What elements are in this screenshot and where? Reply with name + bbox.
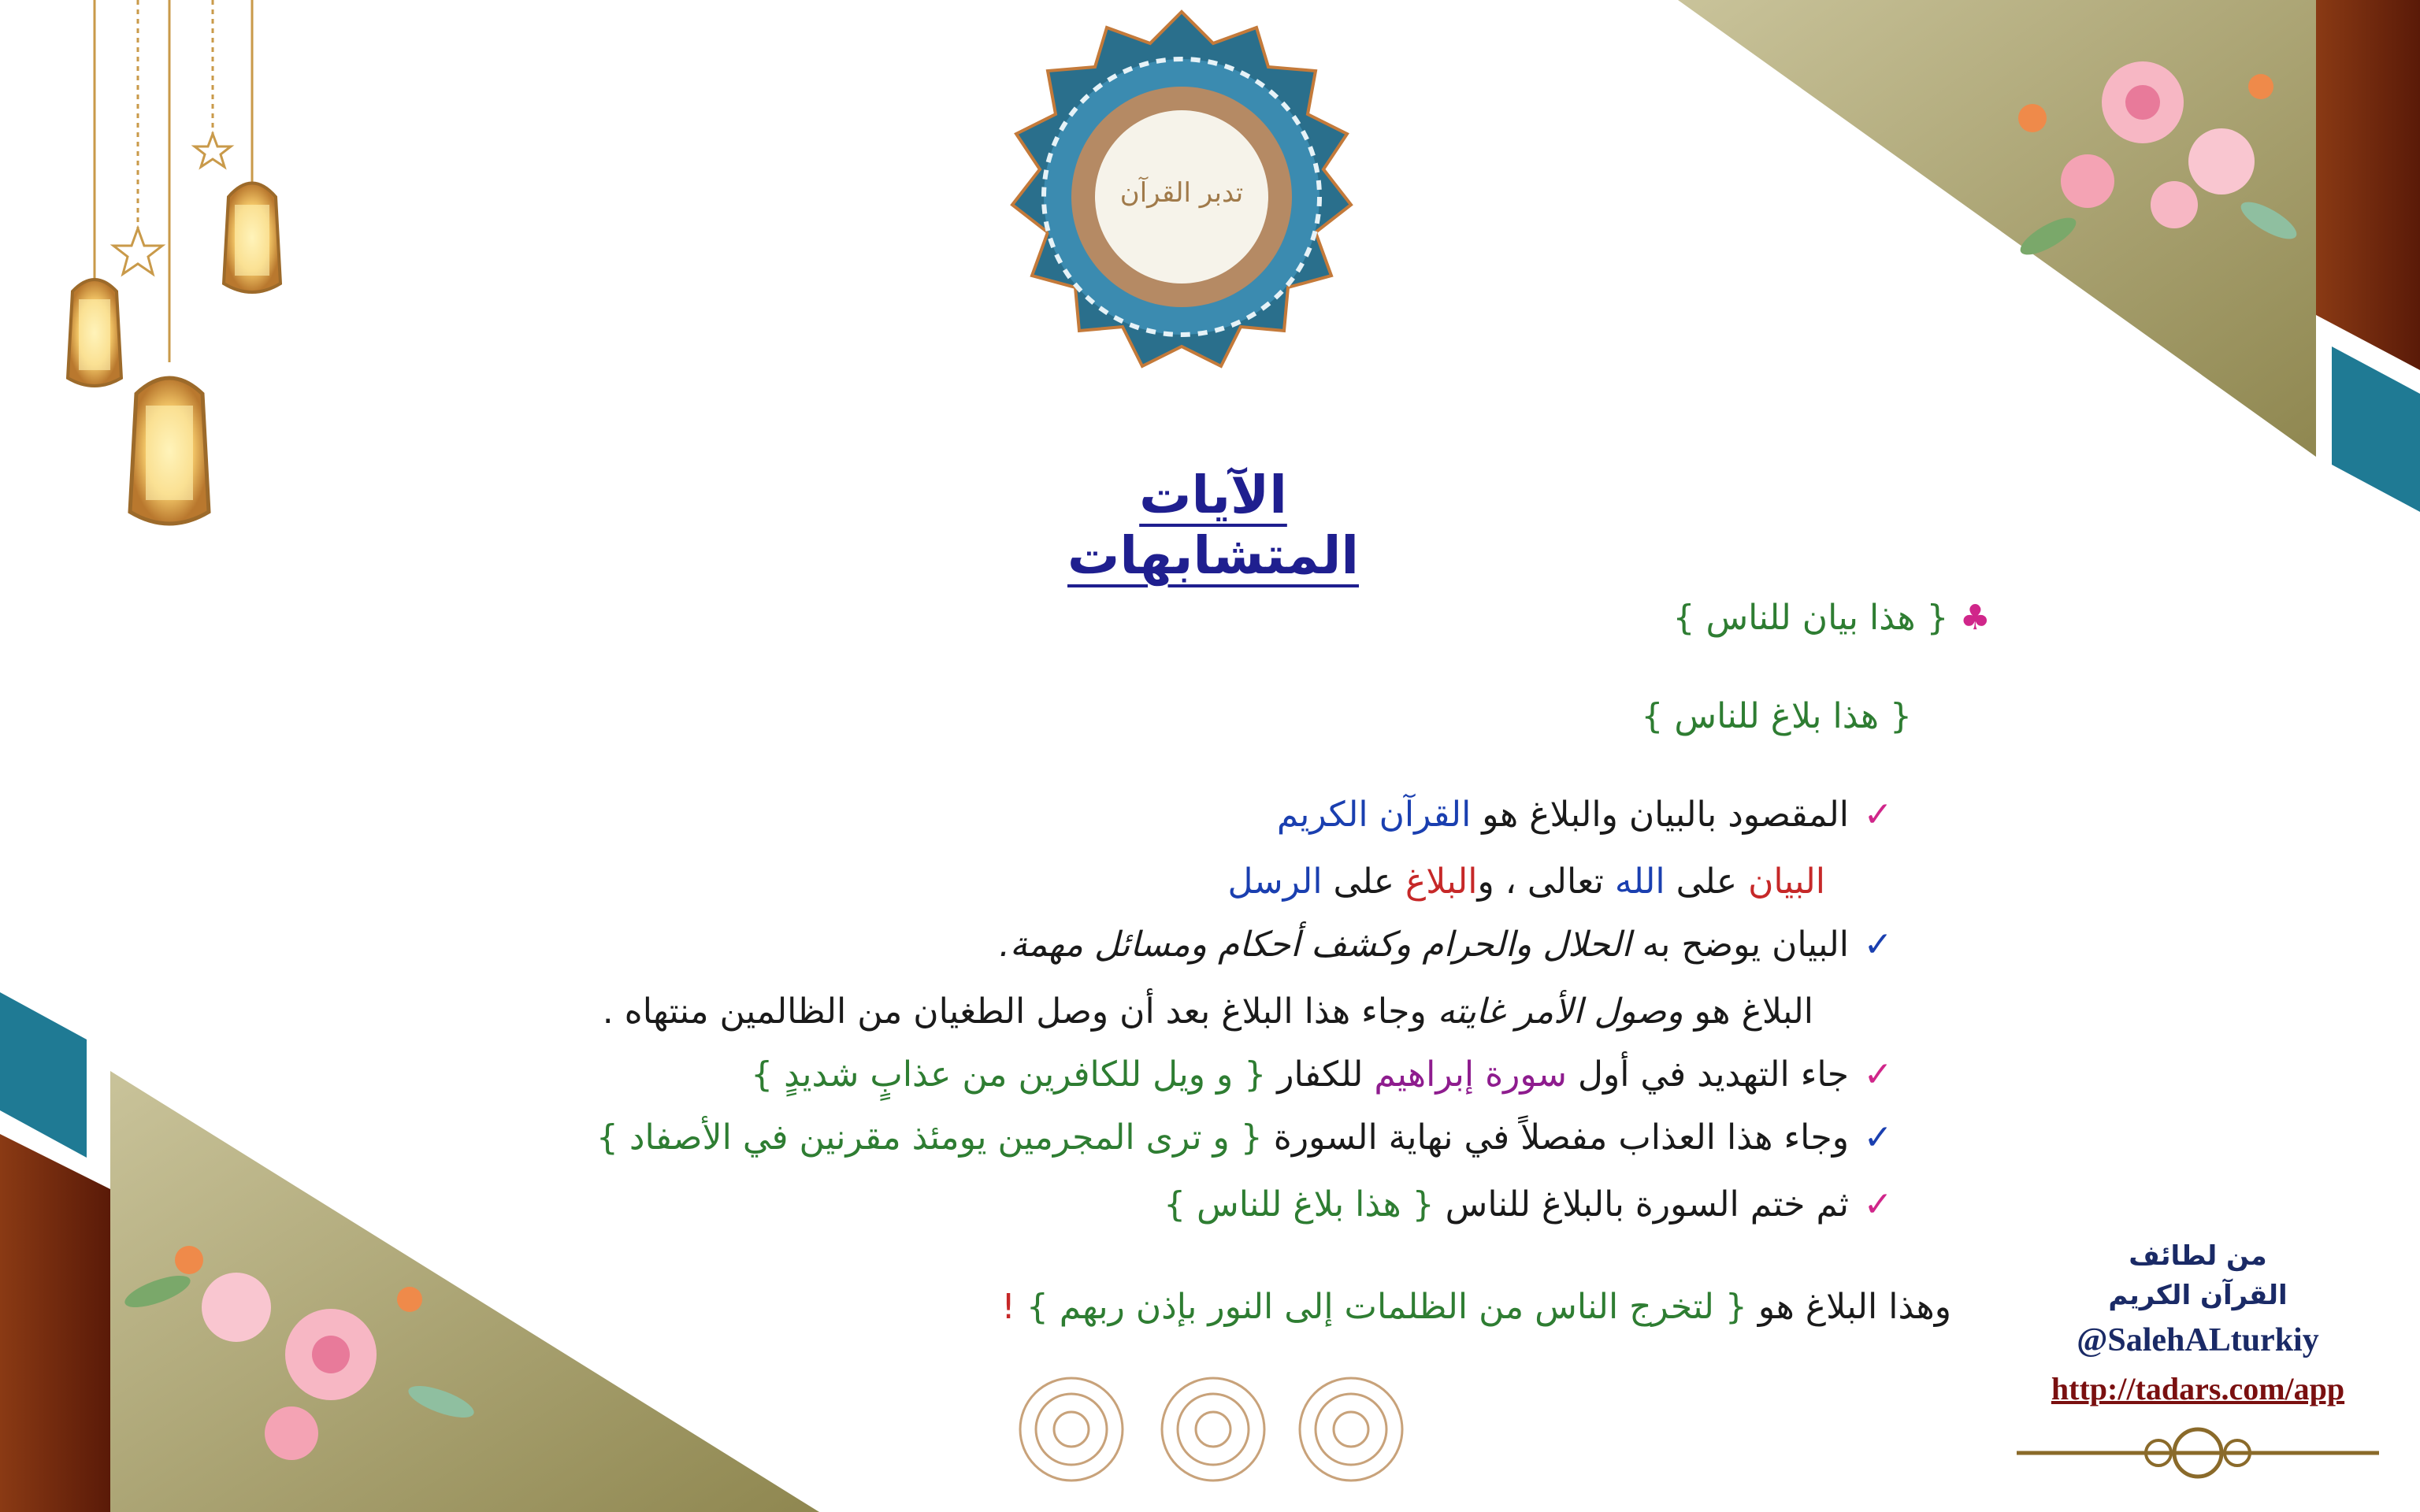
credit-divider-ornament: [2017, 1429, 2379, 1477]
check-icon: ✓: [1863, 1184, 1893, 1225]
point-4-text: وجاء هذا العذاب مفصلاً في نهاية السورة: [1262, 1117, 1849, 1158]
point-1-text: المقصود بالبيان والبلاغ هو: [1471, 795, 1849, 835]
word-allah: الله: [1614, 862, 1665, 902]
credit-handle: @SalehALturkiy: [2077, 1322, 2319, 1358]
verse-2-text: { هذا بلاغ للناس }: [1641, 696, 1912, 736]
point-2b-rest: وجاء هذا البلاغ بعد أن وصل الطغيان من الظالمين منتهاه .: [602, 991, 1438, 1032]
word-alrusul: الرسل: [1227, 862, 1323, 902]
text-taala: تعالى ، و: [1477, 862, 1615, 902]
page-title: الآيات المتشابهات: [1067, 465, 1359, 586]
point-2b: [603, 988, 1813, 1036]
check-icon: ✓: [1863, 925, 1893, 965]
credit-url-link[interactable]: http://tadars.com/app: [2051, 1371, 2345, 1406]
point-5-verse: { هذا بلاغ للناس }: [1164, 1184, 1435, 1225]
point-1b: [1227, 858, 1825, 906]
credit-line-1: من لطائف: [2129, 1240, 2267, 1272]
check-icon: ✓: [1863, 1117, 1893, 1158]
conclusion-verse: { لتخرج الناس من الظلمات إلى النور بإذن ربهم }: [1026, 1287, 1747, 1327]
point-2: [999, 921, 1896, 969]
top-right-corner-shape: [1678, 0, 2420, 512]
text-ala-2: على: [1322, 862, 1406, 902]
surah-name: سورة إبراهيم: [1374, 1054, 1567, 1095]
text-ala: على: [1665, 862, 1749, 902]
point-2b-text: البلاغ هو: [1683, 991, 1813, 1032]
point-4: [596, 1114, 1896, 1162]
point-2-italic: الحلال والحرام وكشف أحكام ومسائل مهمة.: [999, 925, 1631, 965]
point-2b-italic: وصول الأمر غايته: [1437, 991, 1683, 1032]
check-icon: ✓: [1863, 795, 1893, 835]
word-albalagh: البلاغ: [1405, 862, 1478, 902]
bottom-left-corner-shape: [0, 992, 819, 1512]
point-2-text: البيان يوضح به: [1631, 925, 1849, 965]
verse-1-text: { هذا بيان للناس }: [1672, 598, 1949, 638]
point-1: [1277, 791, 1896, 839]
credit-line-2: القرآن الكريم: [2108, 1280, 2288, 1311]
point-5-text: ثم ختم السورة بالبلاغ للناس: [1434, 1184, 1849, 1225]
point-3-text: جاء التهديد في أول: [1566, 1054, 1849, 1095]
club-bullet-icon: ♣: [1959, 598, 1991, 638]
conclusion-exclaim: !: [1001, 1287, 1026, 1327]
check-icon: ✓: [1863, 1054, 1893, 1095]
point-1-highlight: القرآن الكريم: [1276, 795, 1472, 835]
rosette-ornaments: [1020, 1378, 1402, 1480]
point-3-text-2: للكفار: [1266, 1054, 1375, 1095]
point-3: [751, 1051, 1896, 1099]
point-3-verse: { و ويل للكافرين من عذابٍ شديدٍ }: [751, 1054, 1267, 1095]
point-5: [1164, 1181, 1896, 1228]
emblem-caption: تدبر القرآن: [1119, 177, 1244, 209]
lantern-decoration: [68, 0, 280, 524]
word-albayan: البيان: [1748, 862, 1825, 902]
verse-line-1: [1672, 595, 1991, 642]
point-4-verse: { و ترى المجرمين يومئذ مقرنين في الأصفاد }: [596, 1117, 1263, 1158]
conclusion-text: وهذا البلاغ هو: [1746, 1287, 1951, 1327]
conclusion-line: [1001, 1284, 1951, 1331]
verse-line-2: [1641, 693, 1912, 740]
